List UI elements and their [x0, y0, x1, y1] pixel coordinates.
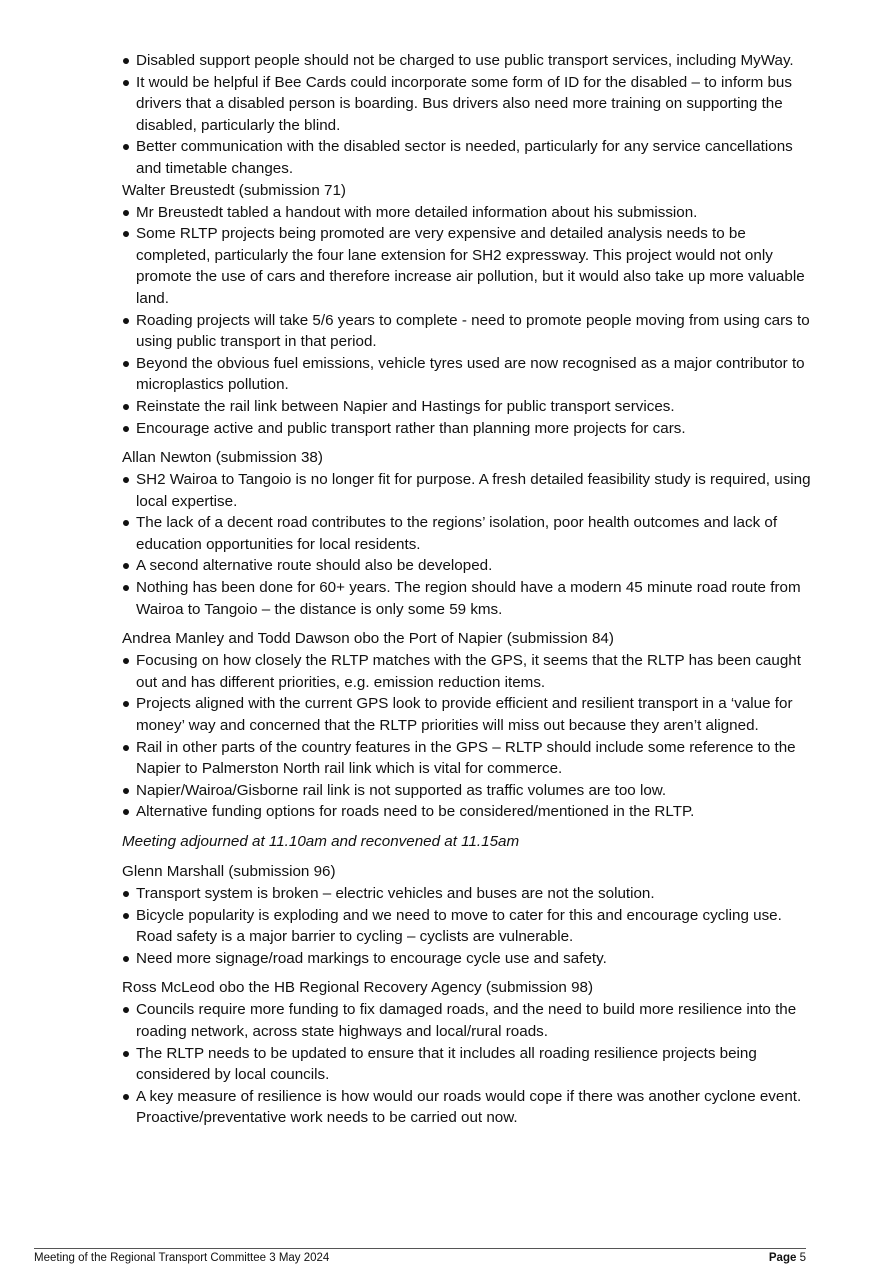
bullet-dot-icon: [123, 404, 129, 410]
bullet-dot-icon: [123, 80, 129, 86]
bullet-text: A second alternative route should also be developed.: [136, 557, 493, 575]
submission-section: [122, 180, 812, 440]
bullet-text: A key measure of resilience is how would our roads would cope if there was another cyclone event. Proactive/preventative work needs to be carried out now.: [136, 1087, 802, 1127]
submission-section: [122, 861, 812, 969]
bullet-text: Rail in other parts of the country features in the GPS – RLTP should include some reference to the Napier to Palmerston North rail link which is vital for commerce.: [136, 738, 796, 778]
bullet-text: The RLTP needs to be updated to ensure that it includes all roading resilience projects being considered by local councils.: [136, 1044, 757, 1084]
bullet-item: [122, 780, 812, 802]
footer-page-label: Page: [768, 1252, 797, 1264]
footer-page-value: 5: [799, 1252, 806, 1264]
bullet-item: [122, 418, 812, 440]
bullet-dot-icon: [123, 1094, 129, 1100]
bullet-text: Disabled support people should not be charged to use public transport services, including MyWay.: [136, 52, 794, 69]
bullet-item: [122, 50, 812, 72]
bullet-text: Encourage active and public transport rather than planning more projects for cars.: [136, 419, 686, 437]
submission-bullet-list: [122, 999, 812, 1129]
bullet-text: Bicycle popularity is exploding and we need to move to cater for this and encourage cycling use. Road safety is a major barrier to cycling – cyclists are vulnerable.: [136, 906, 782, 946]
bullet-text: It would be helpful if Bee Cards could incorporate some form of ID for the disabled – to inform bus drivers that a disabled person is boarding. Bus drivers also need more training on supporting the disabled, particularly the blind.: [136, 73, 792, 134]
submission-section: [122, 447, 812, 620]
bullet-item: [122, 1043, 812, 1086]
bullet-dot-icon: [123, 585, 129, 591]
bullet-text: Projects aligned with the current GPS look to provide efficient and resilient transport in a ‘value for money’ way and concerned that the RLTP priorities will miss out because they aren’t aligned.: [136, 695, 793, 735]
bullet-text: Transport system is broken – electric vehicles and buses are not the solution.: [136, 885, 655, 902]
bullet-text: Beyond the obvious fuel emissions, vehicle tyres used are now recognised as a major contributor to microplastics pollution.: [136, 354, 805, 394]
bullet-item: [122, 883, 812, 905]
footer-meeting-title: Meeting of the Regional Transport Committee 3 May 2024: [34, 1252, 330, 1264]
intro-bullet-list: [122, 50, 812, 180]
bullet-item: [122, 512, 812, 555]
bullet-dot-icon: [123, 144, 129, 150]
submitter-heading: Glenn Marshall (submission 96): [122, 863, 336, 880]
bullet-dot-icon: [123, 1007, 129, 1013]
submission-section: [122, 628, 812, 823]
submitter-heading: Andrea Manley and Todd Dawson obo the Port of Napier (submission 84): [122, 630, 614, 648]
bullet-item: [122, 650, 812, 693]
bullet-dot-icon: [123, 318, 129, 324]
document-body: [122, 50, 812, 1137]
bullet-item: [122, 396, 812, 418]
bullet-dot-icon: [123, 520, 129, 526]
bullet-item: [122, 801, 812, 823]
bullet-dot-icon: [123, 956, 129, 962]
bullet-dot-icon: [123, 745, 129, 751]
submission-bullet-list: [122, 650, 812, 823]
bullet-item: [122, 948, 812, 970]
bullet-dot-icon: [123, 701, 129, 707]
bullet-item: [122, 999, 812, 1042]
bullet-text: Reinstate the rail link between Napier and Hastings for public transport services.: [136, 397, 675, 415]
submission-bullet-list: [122, 883, 812, 969]
submission-bullet-list: [122, 202, 812, 440]
adjournment-note: Meeting adjourned at 11.10am and reconvened at 11.15am: [122, 833, 520, 850]
bullet-text: SH2 Wairoa to Tangoio is no longer fit for purpose. A fresh detailed feasibility study is required, using local expertise.: [136, 471, 811, 510]
bullet-dot-icon: [123, 426, 129, 432]
bullet-item: [122, 202, 812, 224]
bullet-text: Napier/Wairoa/Gisborne rail link is not supported as traffic volumes are too low.: [136, 781, 667, 799]
bullet-text: Focusing on how closely the RLTP matches with the GPS, it seems that the RLTP has been caught out and has different priorities, e.g. emission reduction items.: [136, 652, 801, 691]
bullet-item: [122, 737, 812, 780]
footer-page-number: [769, 1252, 806, 1264]
bullet-item: [122, 693, 812, 736]
bullet-text: Roading projects will take 5/6 years to complete - need to promote people moving from using cars to using public transport in that period.: [136, 311, 810, 351]
submission-section: [122, 977, 812, 1129]
submitter-heading: Allan Newton (submission 38): [122, 449, 323, 467]
bullet-text: Councils require more funding to fix damaged roads, and the need to build more resilience into the roading network, across state highways and local/rural roads.: [136, 1001, 797, 1040]
bullet-text: Better communication with the disabled sector is needed, particularly for any service cancellations and timetable changes.: [136, 138, 793, 177]
bullet-dot-icon: [123, 361, 129, 367]
submitter-heading: Walter Breustedt (submission 71): [122, 181, 346, 199]
bullet-item: [122, 310, 812, 353]
bullet-dot-icon: [123, 563, 129, 569]
bullet-dot-icon: [123, 658, 129, 664]
bullet-dot-icon: [123, 809, 129, 815]
bullet-text: Mr Breustedt tabled a handout with more detailed information about his submission.: [136, 203, 698, 221]
bullet-text: Alternative funding options for roads need to be considered/mentioned in the RLTP.: [136, 803, 695, 821]
bullet-dot-icon: [123, 210, 129, 216]
bullet-dot-icon: [123, 58, 129, 64]
bullet-text: Nothing has been done for 60+ years. The region should have a modern 45 minute road route from Wairoa to Tangoio – the distance is only some 59 kms.: [136, 579, 801, 618]
bullet-text: Some RLTP projects being promoted are very expensive and detailed analysis needs to be completed, particularly the four lane extension for SH2 expressway. This project would not only promote the use of cars and therefore increase air pollution, but it would also take up more valuable land.: [136, 225, 805, 307]
bullet-dot-icon: [123, 231, 129, 237]
bullet-dot-icon: [123, 1051, 129, 1057]
submitter-heading: Ross McLeod obo the HB Regional Recovery Agency (submission 98): [122, 979, 594, 997]
page-footer: [34, 1248, 806, 1264]
bullet-dot-icon: [123, 477, 129, 483]
bullet-item: [122, 1086, 812, 1129]
bullet-item: [122, 905, 812, 948]
bullet-item: [122, 72, 812, 137]
submission-bullet-list: [122, 469, 812, 620]
bullet-item: [122, 353, 812, 396]
bullet-item: [122, 469, 812, 512]
bullet-item: [122, 223, 812, 309]
bullet-text: The lack of a decent road contributes to the regions’ isolation, poor health outcomes and lack of education opportunities for local residents.: [136, 514, 778, 553]
bullet-item: [122, 555, 812, 577]
bullet-dot-icon: [123, 891, 129, 897]
bullet-item: [122, 136, 812, 179]
bullet-text: Need more signage/road markings to encourage cycle use and safety.: [136, 949, 607, 967]
bullet-item: [122, 577, 812, 620]
bullet-dot-icon: [123, 913, 129, 919]
bullet-dot-icon: [123, 788, 129, 794]
